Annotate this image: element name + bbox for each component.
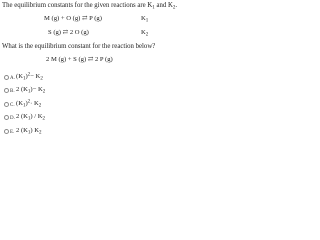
intro-text: The equilibrium constants for the given reactions are $K_1$ and $K_2$. xyxy=(2,2,178,11)
reaction-2-equation: S (g) ⇄ 2 O (g) xyxy=(48,29,89,36)
option-text-a: $(K_1)^2- K_2$ xyxy=(16,72,43,82)
radio-button-c[interactable] xyxy=(4,102,9,107)
radio-button-b[interactable] xyxy=(4,88,9,93)
option-letter-b: B. xyxy=(10,89,15,94)
radio-button-e[interactable] xyxy=(4,129,9,134)
radio-button-d[interactable] xyxy=(4,115,9,120)
option-text-e: 2 $(K_1)$ $K_2$ xyxy=(16,127,42,136)
option-text-c: $(K_1)^2\cdot K_2$ xyxy=(16,99,42,109)
target-reaction: 2 M (g) + S (g) ⇄ 2 P (g) xyxy=(46,56,113,63)
option-letter-c: C. xyxy=(10,103,15,108)
option-letter-a: A. xyxy=(10,76,15,81)
reaction-2-constant: $K_2$ xyxy=(141,29,149,38)
option-text-d: 2 $(K_1) / K_2$ xyxy=(16,113,45,122)
reaction-1-constant: $K_1$ xyxy=(141,15,149,24)
option-letter-e: E. xyxy=(10,130,15,135)
option-letter-d: D. xyxy=(10,116,15,121)
option-text-b: 2 $(K_1)- K_2$ xyxy=(16,86,46,95)
question-text: What is the equilibrium constant for the reaction below? xyxy=(2,43,156,50)
radio-button-a[interactable] xyxy=(4,75,9,80)
reaction-1-equation: M (g) + O (g) ⇄ P (g) xyxy=(44,15,102,22)
